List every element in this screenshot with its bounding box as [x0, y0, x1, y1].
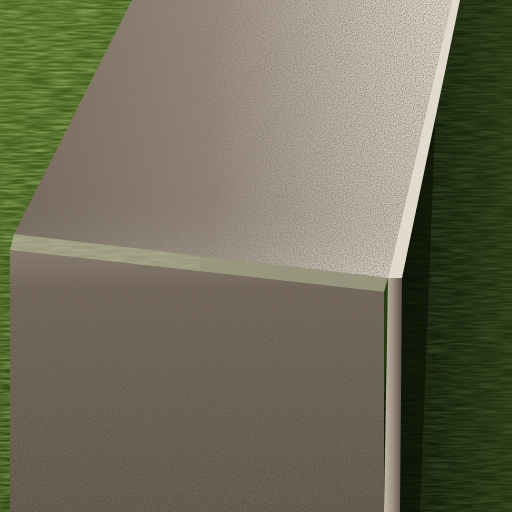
- block-front-texture: [10, 250, 384, 512]
